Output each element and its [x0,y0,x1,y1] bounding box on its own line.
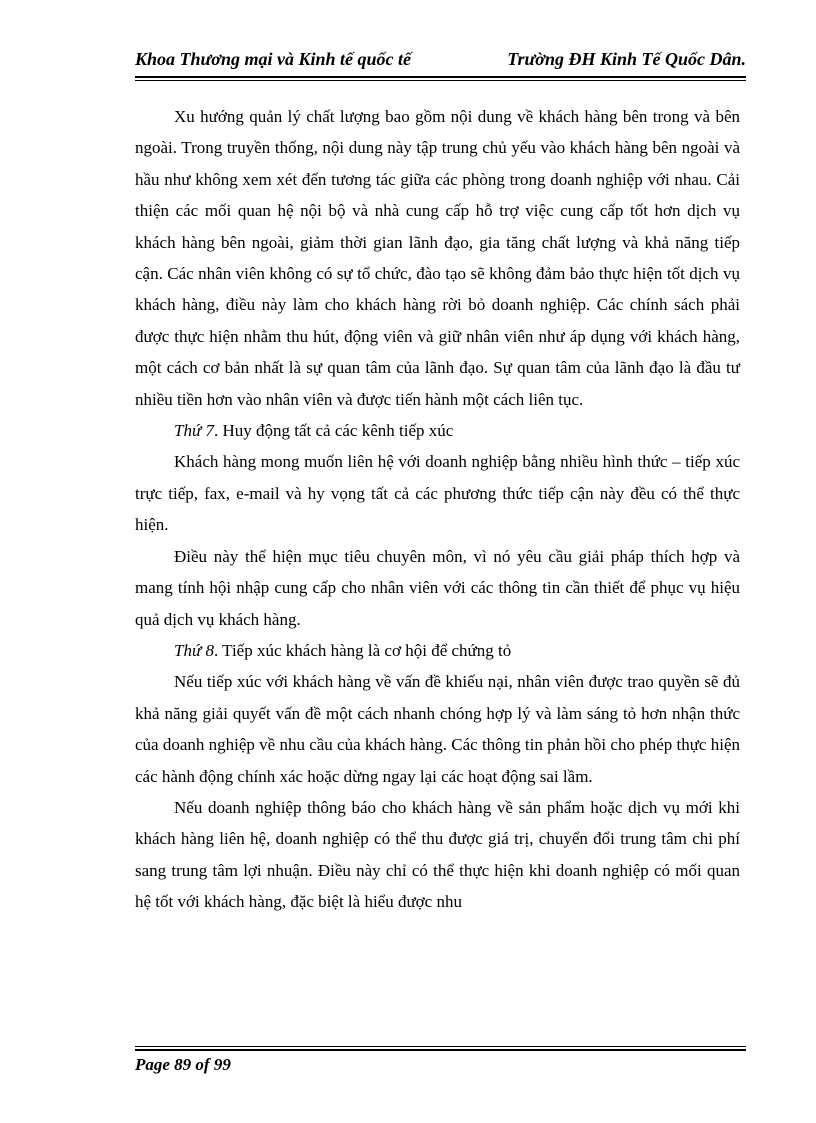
heading-thu-8: Thứ 8. Tiếp xúc khách hàng là cơ hội để chứng tỏ [174,640,512,660]
footer-rule-thick [135,1049,746,1051]
heading-thu-7: Thứ 7. Huy động tất cả các kênh tiếp xúc [174,421,454,441]
heading-label: Thứ 7 [174,421,214,441]
header-rule-thick [135,76,746,78]
header-university: Trường ĐH Kinh Tế Quốc Dân. [507,49,746,69]
document-body [135,101,740,918]
heading-label: Thứ 8 [174,640,214,660]
footer-rule-thin [135,1046,746,1047]
paragraph-5: Nếu doanh nghiệp thông báo cho khách hàng về sản phẩm hoặc dịch vụ mới khi khách hàng liên hệ, doanh nghiệp có thể thu được giá trị, chuyển đổi trung tâm chi phí sang trung tâm lợi nhuận. Điều này chỉ có thể thực hiện khi doanh nghiệp có mối quan hệ tốt với khách hàng, đặc biệt là hiểu được nhu [135,797,740,912]
paragraph-3: Điều này thể hiện mục tiêu chuyên môn, vì nó yêu cầu giải pháp thích hợp và mang tính hội nhập cung cấp cho nhân viên với các thông tin cần thiết để phục vụ hiệu quả dịch vụ khách hàng. [135,546,740,629]
paragraph-4: Nếu tiếp xúc với khách hàng về vấn đề khiếu nại, nhân viên được trao quyền sẽ đủ khả năng giải quyết vấn đề một cách nhanh chóng hợp lý và làm sáng tỏ hơn nhận thức của doanh nghiệp về nhu cầu của khách hàng. Các thông tin phản hồi cho phép thực hiện các hành động chính xác hoặc dừng ngay lại các hoạt động sai lầm. [135,672,740,786]
page-number: Page 89 of 99 [135,1055,231,1074]
header-faculty: Khoa Thương mại và Kinh tế quốc tế [135,49,411,69]
page-header [135,49,746,77]
paragraph-2: Khách hàng mong muốn liên hệ với doanh nghiệp bằng nhiều hình thức – tiếp xúc trực tiếp, fax, e-mail và hy vọng tất cả các phương thức tiếp cận này đều có thể thực hiện. [135,452,740,535]
paragraph-1: Xu hướng quản lý chất lượng bao gồm nội dung về khách hàng bên trong và bên ngoài. Trong truyền thống, nội dung này tập trung chủ yếu vào khách hàng bên ngoài và hầu như không xem xét đến tương tác giữa các phòng trong doanh nghiệp với nhau. Cải thiện các mối quan hệ nội bộ và nhà cung cấp hỗ trợ việc cung cấp tốt hơn dịch vụ khách hàng bên ngoài, giảm thời gian lãnh đạo, gia tăng chất lượng và khả năng tiếp cận. Các nhân viên không có sự tổ chức, đào tạo sẽ không đảm bảo thực hiện tốt dịch vụ khách hàng, điều này làm cho khách hàng rời bỏ doanh nghiệp. Các chính sách phải được thực hiện nhằm thu hút, động viên và giữ nhân viên như áp dụng với khách hàng, một cách cơ bản nhất là sự quan tâm của lãnh đạo. Sự quan tâm của lãnh đạo là đầu tư nhiều tiền hơn vào nhân viên và được tiến hành một cách liên tục. [135,107,740,409]
header-rule-thin [135,80,746,81]
